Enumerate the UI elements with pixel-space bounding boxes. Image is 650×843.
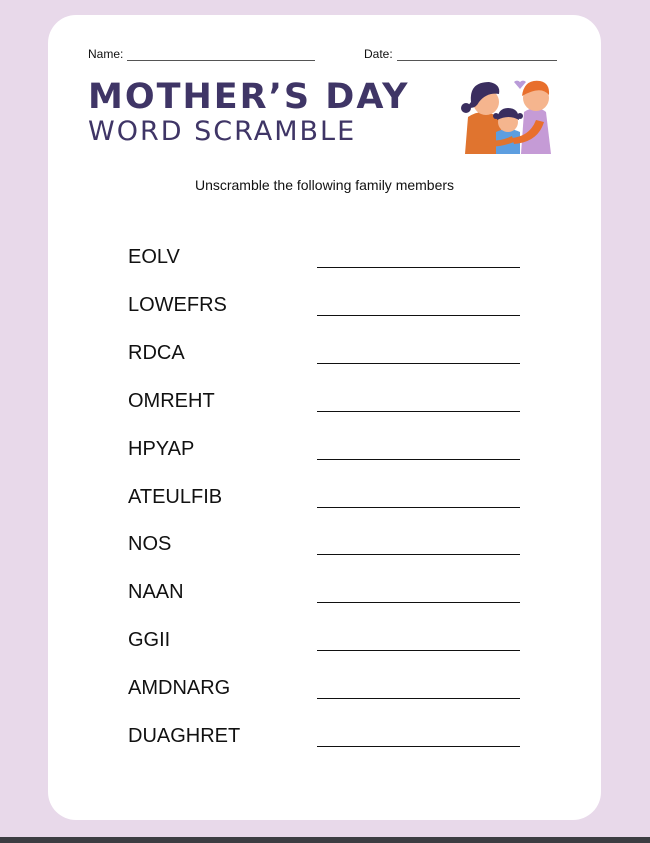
- date-line[interactable]: [397, 48, 557, 61]
- answer-line[interactable]: [317, 602, 520, 603]
- answer-line[interactable]: [317, 411, 520, 412]
- scramble-row: [128, 245, 520, 275]
- name-label: Name:: [88, 47, 124, 61]
- scrambled-word: ATEULFIB: [128, 486, 223, 508]
- name-line[interactable]: [127, 48, 315, 61]
- scramble-row: [128, 628, 520, 658]
- scramble-row: [128, 580, 520, 610]
- scramble-row: [128, 724, 520, 754]
- scrambled-word: AMDNARG: [128, 677, 231, 699]
- scrambled-word: RDCA: [128, 342, 185, 364]
- scrambled-word: EOLV: [128, 246, 180, 268]
- date-field: [364, 47, 557, 61]
- name-field: [88, 47, 315, 61]
- scramble-row: [128, 341, 520, 371]
- scramble-row: [128, 532, 520, 562]
- scramble-row: [128, 389, 520, 419]
- scrambled-word: NOS: [128, 533, 172, 555]
- answer-line[interactable]: [317, 267, 520, 268]
- answer-line[interactable]: [317, 554, 520, 555]
- title-sub: WORD SCRAMBLE: [88, 116, 357, 147]
- scrambled-word: HPYAP: [128, 438, 195, 460]
- title-main: MOTHER’S DAY: [88, 77, 410, 117]
- answer-line[interactable]: [317, 507, 520, 508]
- scramble-row: [128, 485, 520, 515]
- scramble-row: [128, 676, 520, 706]
- worksheet-card: [48, 15, 601, 820]
- scramble-row: [128, 293, 520, 323]
- answer-line[interactable]: [317, 746, 520, 747]
- answer-line[interactable]: [317, 459, 520, 460]
- answer-line[interactable]: [317, 698, 520, 699]
- instructions: Unscramble the following family members: [194, 177, 455, 193]
- scrambled-word: NAAN: [128, 581, 184, 603]
- date-label: Date:: [364, 47, 393, 61]
- scrambled-word: LOWEFRS: [128, 294, 227, 316]
- answer-line[interactable]: [317, 315, 520, 316]
- scramble-row: [128, 437, 520, 467]
- scrambled-word: DUAGHRET: [128, 725, 241, 747]
- answer-line[interactable]: [317, 363, 520, 364]
- scrambled-word: GGII: [128, 629, 171, 651]
- scrambled-word: OMREHT: [128, 390, 215, 412]
- bottom-bar: [0, 837, 650, 843]
- family-hug-icon: [456, 72, 566, 154]
- answer-line[interactable]: [317, 650, 520, 651]
